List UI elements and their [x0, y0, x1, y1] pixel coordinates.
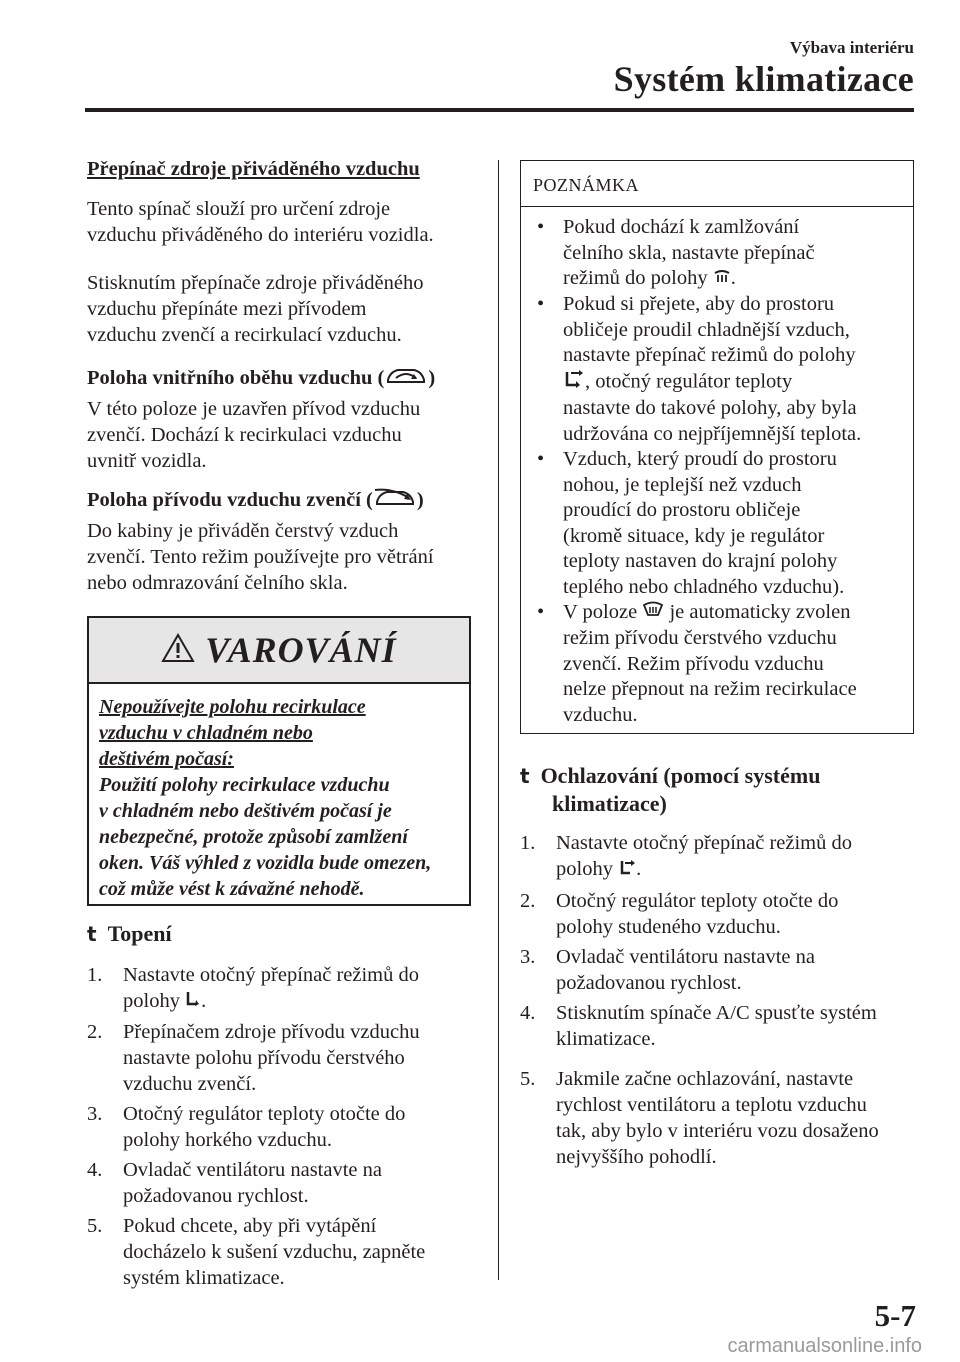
floor-mode-icon [185, 989, 201, 1015]
note-body [521, 207, 913, 738]
list-item: 3. Ovladač ventilátoru nastavte na požadovanou rychlost. [520, 945, 815, 994]
heating-heading: t Topení [87, 921, 172, 946]
recirculation-icon [384, 364, 428, 395]
page-title: Systém klimatizace [613, 59, 914, 99]
intake-paragraph-1: Tento spínač slouží pro určení zdroje vzduchu přiváděného do interiéru vozidla. [87, 198, 434, 246]
list-item: 2. Otočný regulátor teploty otočte do polohy studeného vzduchu. [520, 889, 839, 938]
intake-heading: Přepínač zdroje přiváděného vzduchu [87, 158, 420, 180]
warning-triangle-icon [161, 633, 195, 668]
list-item: 1. Nastavte otočný přepínač režimů do polohy . [87, 962, 482, 1015]
warning-title: VAROVÁNÍ [205, 630, 397, 670]
note-item: • Pokud dochází k zamlžování čelního skla, nastavte přepínač režimů do polohy . [533, 215, 901, 292]
note-item: • V poloze je automaticky zvolen režim přívodu čerstvého vzduchu zvenčí. Režim přívodu vzduchu nelze přepnout na režim recirkulace vzduchu. [537, 601, 857, 726]
note-box [520, 160, 914, 734]
windshield-defrost-icon [642, 601, 664, 627]
warning-body: Nepoužívejte polohu recirkulace vzduchu v chladném nebo deštivém počasí: Použití polohy recirkulace vzduchu v chladném nebo deštivém počasí je nebezpečné, protože způsobí zamlžení oken. Váš výhled z vozidla bude omezen, což může vést k závažné nehodě. [99, 696, 432, 900]
intake-paragraph-2: Stisknutím přepínače zdroje přiváděného vzduchu přepínáte mezi přívodem vzduchu zvenčí a recirkulací vzduchu. [87, 272, 424, 346]
bi-level-mode-icon [563, 369, 585, 397]
defrost-mode-icon [713, 267, 731, 293]
page-number: 5-7 [874, 1298, 916, 1333]
section-label: Výbava interiéru [789, 38, 914, 57]
fresh-air-icon [373, 486, 417, 517]
list-item: 4. Stisknutím spínače A/C spusťte systém klimatizace. [520, 1001, 877, 1050]
warning-header [89, 618, 469, 684]
warning-box [87, 616, 471, 906]
list-item: 5. Jakmile začne ochlazování, nastavte rychlost ventilátoru a teplotu vzduchu tak, aby bylo v interiéru vozu dosaženo nejvyššího pohodlí. [520, 1067, 879, 1168]
heating-steps [87, 962, 482, 1291]
face-mode-icon [618, 857, 636, 884]
watermark[interactable]: carmanualsonline.info [727, 1335, 922, 1357]
fresh-title: Poloha přívodu vzduchu zvenčí ( ) [87, 486, 477, 517]
recirc-title: Poloha vnitřního oběhu vzduchu ( ) [87, 364, 477, 395]
list-item: 4. Ovladač ventilátoru nastavte na požadovanou rychlost. [87, 1159, 382, 1208]
list-item: 1. Nastavte otočný přepínač režimů do polohy . [520, 830, 915, 884]
note-item: • Pokud si přejete, aby do prostoru obličeje proudil chladnější vzduch, nastavte přepínač režimů do polohy , otočný regulátor teploty nastavte do takové polohy, aby byla udržována co nejpříjemnější teplota. [537, 293, 862, 445]
note-item: • Vzduch, který proudí do prostoru nohou, je teplejší než vzduch proudící do prostoru obličeje (kromě situace, kdy je regulátor teploty nastaven do krajní polohy teplého nebo chladného vzduchu). [537, 448, 845, 598]
header-rule [85, 108, 914, 112]
column-divider [498, 160, 499, 1280]
list-item: 2. Přepínačem zdroje přívodu vzduchu nastavte polohu přívodu čerstvého vzduchu zvenčí. [87, 1021, 420, 1096]
cooling-steps [520, 830, 915, 1170]
fresh-description: Do kabiny je přiváděn čerstvý vzduch zvenčí. Tento režim používejte pro větrání nebo odmrazování čelního skla. [87, 520, 434, 594]
cooling-heading: t Ochlazování (pomocí systému klimatizace) [520, 763, 821, 816]
note-title: POZNÁMKA [521, 161, 913, 207]
list-item: 5. Pokud chcete, aby při vytápění docházelo k sušení vzduchu, zapněte systém klimatizace. [87, 1215, 426, 1290]
recirc-description: V této poloze je uzavřen přívod vzduchu zvenčí. Dochází k recirkulaci vzduchu uvnitř vozidla. [87, 398, 421, 472]
list-item: 3. Otočný regulátor teploty otočte do polohy horkého vzduchu. [87, 1103, 406, 1152]
